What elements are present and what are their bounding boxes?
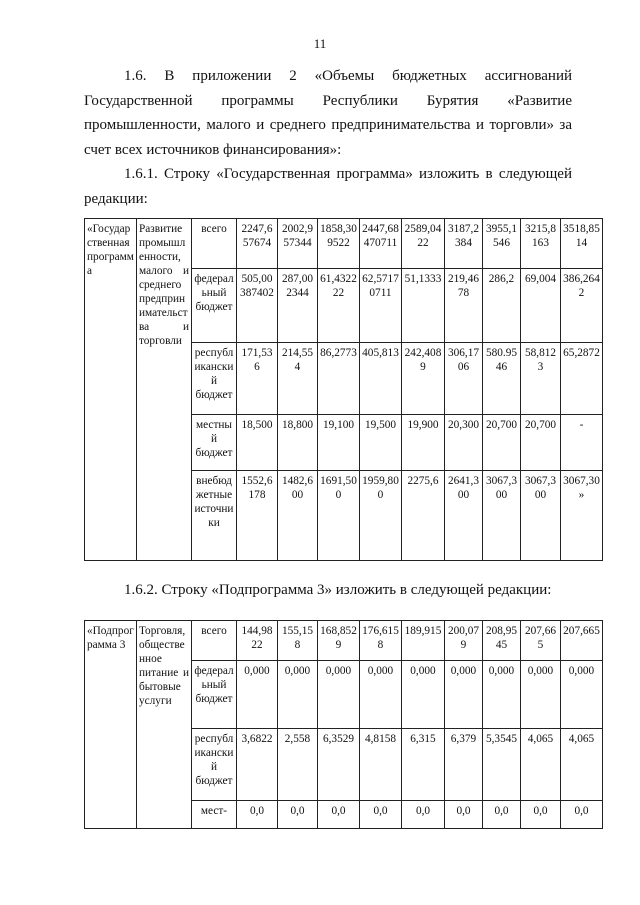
value-cell: 207,665 xyxy=(561,621,603,661)
value-cell: 155,158 xyxy=(278,621,318,661)
value-cell: 0,0 xyxy=(278,801,318,829)
value-cell: 18,500 xyxy=(237,415,278,471)
value-cell: 144,9822 xyxy=(237,621,278,661)
value-cell: 207,665 xyxy=(521,621,561,661)
value-cell: 0,000 xyxy=(237,661,278,729)
value-cell: 19,100 xyxy=(318,415,360,471)
value-cell: 6,3529 xyxy=(318,729,360,801)
value-cell: 1858,309522 xyxy=(318,219,360,269)
subprogram-3-table xyxy=(84,620,603,829)
source-cell: всего xyxy=(192,621,237,661)
value-cell: 3518,8514 xyxy=(561,219,603,269)
row-label-cell: «Подпрограмма 3 xyxy=(85,621,137,829)
value-cell: 0,0 xyxy=(318,801,360,829)
value-cell: 1959,800 xyxy=(360,471,402,561)
value-cell: 386,2642 xyxy=(561,269,603,343)
value-cell: 51,1333 xyxy=(402,269,445,343)
value-cell: 405,813 xyxy=(360,343,402,415)
value-cell: 19,900 xyxy=(402,415,445,471)
value-cell: 0,000 xyxy=(318,661,360,729)
value-cell: 18,800 xyxy=(278,415,318,471)
value-cell: - xyxy=(561,415,603,471)
table-row xyxy=(85,219,603,269)
value-cell: 19,500 xyxy=(360,415,402,471)
value-cell: 242,4089 xyxy=(402,343,445,415)
value-cell: 168,8529 xyxy=(318,621,360,661)
value-cell: 0,000 xyxy=(360,661,402,729)
value-cell: 3187,2384 xyxy=(445,219,483,269)
source-cell: федеральный бюджет xyxy=(192,661,237,729)
value-cell: 3067,300 xyxy=(483,471,521,561)
value-cell: 505,00387402 xyxy=(237,269,278,343)
value-cell: 1552,6178 xyxy=(237,471,278,561)
value-cell: 1482,600 xyxy=(278,471,318,561)
value-cell: 219,4678 xyxy=(445,269,483,343)
value-cell: 0,0 xyxy=(445,801,483,829)
value-cell: 286,2 xyxy=(483,269,521,343)
value-cell: 287,002344 xyxy=(278,269,318,343)
value-cell: 2641,300 xyxy=(445,471,483,561)
value-cell: 0,000 xyxy=(483,661,521,729)
value-cell: 0,000 xyxy=(445,661,483,729)
value-cell: 20,700 xyxy=(521,415,561,471)
value-cell: 214,554 xyxy=(278,343,318,415)
value-cell: 176,6158 xyxy=(360,621,402,661)
value-cell: 4,8158 xyxy=(360,729,402,801)
value-cell: 189,915 xyxy=(402,621,445,661)
table-row xyxy=(85,621,603,661)
value-cell: 61,432222 xyxy=(318,269,360,343)
value-cell: 20,300 xyxy=(445,415,483,471)
value-cell: 208,9545 xyxy=(483,621,521,661)
value-cell: 0,0 xyxy=(237,801,278,829)
source-cell: республиканский бюджет xyxy=(192,729,237,801)
value-cell: 306,1706 xyxy=(445,343,483,415)
value-cell: 0,0 xyxy=(483,801,521,829)
state-program-table xyxy=(84,218,603,561)
item-1-6-2: 1.6.2. Строку «Подпрограмма 3» изложить в следующей редакции: xyxy=(124,582,552,598)
value-cell: 0,000 xyxy=(402,661,445,729)
program-name-cell: Развитие промышленности, малого и среднего предпринимательства и торговли xyxy=(137,219,192,561)
value-cell: 3215,8163 xyxy=(521,219,561,269)
value-cell: 3,6822 xyxy=(237,729,278,801)
value-cell: 2002,957344 xyxy=(278,219,318,269)
value-cell: 2247,657674 xyxy=(237,219,278,269)
value-cell: 580.9546 xyxy=(483,343,521,415)
source-cell: местный бюджет xyxy=(192,415,237,471)
intro-paragraph: 1.6. В приложении 2 «Объемы бюджетных ассигнований Государственной программы Республики Бурятия «Развитие промышленности, малого и среднего предпринимательства и торговли» за счет всех источников финансирования»: xyxy=(84,68,572,158)
value-cell: 3067,300 xyxy=(521,471,561,561)
value-cell: 2275,6 xyxy=(402,471,445,561)
value-cell: 5,3545 xyxy=(483,729,521,801)
value-cell: 1691,500 xyxy=(318,471,360,561)
value-cell: 0,0 xyxy=(521,801,561,829)
source-cell: республиканский бюджет xyxy=(192,343,237,415)
source-cell: всего xyxy=(192,219,237,269)
value-cell: 58,8123 xyxy=(521,343,561,415)
value-cell: 4,065 xyxy=(521,729,561,801)
row-label-cell: «Государственная программа xyxy=(85,219,137,561)
value-cell: 65,2872 xyxy=(561,343,603,415)
value-cell: 4,065 xyxy=(561,729,603,801)
value-cell: 3067,30» xyxy=(561,471,603,561)
value-cell: 2,558 xyxy=(278,729,318,801)
source-cell: федеральный бюджет xyxy=(192,269,237,343)
value-cell: 86,2773 xyxy=(318,343,360,415)
value-cell: 62,57170711 xyxy=(360,269,402,343)
value-cell: 2589,0422 xyxy=(402,219,445,269)
value-cell: 0,0 xyxy=(402,801,445,829)
item-1-6-1: 1.6.1. Строку «Государственная программа» изложить в следующей редакции: xyxy=(84,166,572,207)
value-cell: 20,700 xyxy=(483,415,521,471)
value-cell: 69,004 xyxy=(521,269,561,343)
value-cell: 3955,1546 xyxy=(483,219,521,269)
value-cell: 171,536 xyxy=(237,343,278,415)
value-cell: 0,0 xyxy=(561,801,603,829)
page-number: 11 xyxy=(313,36,327,51)
value-cell: 0,000 xyxy=(521,661,561,729)
source-cell: мест- xyxy=(192,801,237,829)
value-cell: 0,000 xyxy=(278,661,318,729)
program-name-cell: Торговля, общественное питание и бытовые услуги xyxy=(137,621,192,829)
value-cell: 0,0 xyxy=(360,801,402,829)
value-cell: 2447,68470711 xyxy=(360,219,402,269)
value-cell: 6,379 xyxy=(445,729,483,801)
value-cell: 6,315 xyxy=(402,729,445,801)
value-cell: 0,000 xyxy=(561,661,603,729)
source-cell: внебюджетные источники xyxy=(192,471,237,561)
value-cell: 200,079 xyxy=(445,621,483,661)
